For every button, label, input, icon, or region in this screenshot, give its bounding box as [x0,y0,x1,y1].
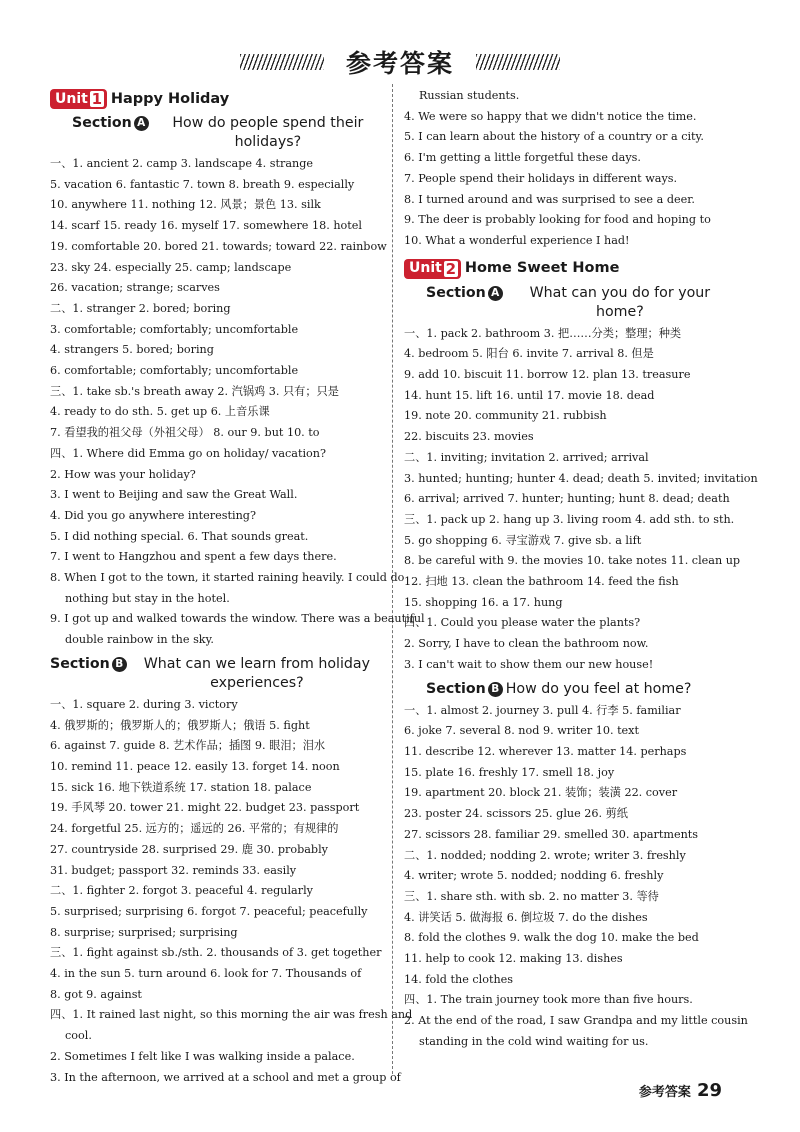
section-title: How do people spend their holidays? [172,115,364,150]
answer-line: 3. hunted; hunting; hunter 4. dead; death 5. invited; invitation [404,471,758,485]
answer-line: 2. Sorry, I have to clean the bathroom now. [404,637,649,651]
answer-line: 19. 手风琴 20. tower 21. might 22. budget 23. passport [50,801,360,815]
answer-line: 6. arrival; arrived 7. hunter; hunting; hunt 8. dead; death [404,492,730,506]
answer-line: 二、1. fighter 2. forgot 3. peaceful 4. regularly [50,884,313,898]
answer-line: 19. apartment 20. block 21. 装饰；装潢 22. cover [404,786,678,800]
answer-line: 4. in the sun 5. turn around 6. look for 7. Thousands of [50,967,362,981]
answer-line: 2. Sometimes I felt like I was walking inside a palace. [50,1049,355,1063]
answer-line: 8. fold the clothes 9. walk the dog 10. make the bed [404,931,699,945]
answer-line: 8. got 9. against [50,987,142,1001]
page-title: 参考答案 [345,49,454,78]
unit-1-section-a-answers [50,154,425,651]
answer-line: 4. Did you go anywhere interesting? [50,508,256,522]
answer-line: 6. I'm getting a little forgetful these days. [404,151,641,165]
answer-line: 14. fold the clothes [404,972,514,986]
unit-1-continued-answers [404,86,734,252]
answer-line: 6. comfortable; comfortably; uncomfortable [50,364,299,378]
answer-line: 7. People spend their holidays in different ways. [404,171,678,185]
header-hatch-right [476,54,560,70]
answer-line: 10. anywhere 11. nothing 12. 风景；景色 13. silk [50,198,321,212]
answer-line: double rainbow in the sky. [65,633,214,647]
answer-line: 3. I went to Beijing and saw the Great Wall. [50,488,298,502]
section-letter-icon: A [488,286,503,301]
answer-line: cool. [65,1029,92,1043]
answer-line: 一、1. square 2. during 3. victory [50,697,238,711]
answer-line: nothing but stay in the hotel. [65,591,230,605]
answer-line: 5. surprised; surprising 6. forgot 7. peaceful; peacefully [50,904,368,918]
answer-line: 15. plate 16. freshly 17. smell 18. joy [404,765,615,779]
answer-line: 31. budget; passport 32. reminds 33. easily [50,863,297,877]
answer-line: 4. bedroom 5. 阳台 6. invite 7. arrival 8. 但是 [404,347,654,361]
section-label: Section [72,115,132,131]
answer-line: 四、1. Where did Emma go on holiday/ vacation? [50,446,326,460]
answer-line: 19. comfortable 20. bored 21. towards; toward 22. rainbow [50,239,387,253]
answer-line: 一、1. almost 2. journey 3. pull 4. 行李 5. familiar [404,703,681,717]
answer-line: 一、1. pack 2. bathroom 3. 把……分类；整理；种类 [404,326,682,340]
answer-line: 2. How was your holiday? [50,467,196,481]
header-hatch-left [240,54,324,70]
answer-line: 26. vacation; strange; scarves [50,281,220,295]
answer-line: 3. I can't wait to show them our new house! [404,657,654,671]
answer-line: 10. remind 11. peace 12. easily 13. forget 14. noon [50,759,340,773]
answer-line: 一、1. ancient 2. camp 3. landscape 4. strange [50,157,314,170]
answer-line: 5. I can learn about the history of a country or a city. [404,130,704,144]
answer-line: 8. When I got to the town, it started raining heavily. I could do [50,571,405,585]
answer-line: 三、1. share sth. with sb. 2. no matter 3. 等待 [404,889,659,903]
section-title: How do you feel at home? [505,680,692,697]
answer-line: 四、1. Could you please water the plants? [404,616,641,630]
unit-1-section-b-answers [50,695,413,1088]
unit-1-heading [50,86,384,112]
answer-line: 10. What a wonderful experience I had! [404,233,630,247]
section-title: What can you do for your home? [529,284,711,320]
unit-title: Home Sweet Home [464,260,620,277]
section-letter-icon: B [488,682,503,697]
answer-line: 三、1. pack up 2. hang up 3. living room 4. add sth. to sth. [404,512,735,526]
section-letter-icon: A [134,116,149,131]
answer-line: 2. At the end of the road, I saw Grandpa and my little cousin [404,1014,748,1028]
unit-number: 1 [91,90,103,108]
answer-line: 11. describe 12. wherever 13. matter 14. perhaps [404,744,687,758]
answer-line: 19. note 20. community 21. rubbish [404,409,607,423]
answer-line: 8. surprise; surprised; surprising [50,925,238,939]
section-title: What can we learn from holiday experiences? [143,655,370,691]
unit-1-section-b-heading [50,655,384,693]
answer-line: standing in the cold wind waiting for us. [419,1034,649,1048]
answer-line: 三、1. fight against sb./sth. 2. thousands of 3. get together [50,946,382,960]
answer-line: 四、1. The train journey took more than five hours. [404,993,693,1007]
answer-line: 3. comfortable; comfortably; uncomfortable [50,322,299,336]
unit-2-section-a-answers [404,324,758,676]
answer-line: 8. I turned around and was surprised to see a deer. [404,192,695,206]
answer-line: 9. The deer is probably looking for food and hoping to [404,213,711,227]
answer-line: 4. We were so happy that we didn't notice the time. [404,109,697,123]
unit-1-section-a-heading [50,114,384,152]
answer-line: 23. poster 24. scissors 25. glue 26. 剪纸 [404,807,628,821]
answer-line: 二、1. stranger 2. bored; boring [50,301,231,315]
unit-2-section-a-heading [404,284,734,322]
answer-line: 二、1. nodded; nodding 2. wrote; writer 3. freshly [404,848,686,862]
unit-label: Unit [409,260,442,277]
unit-2-heading [404,256,734,282]
section-label: Section [50,655,110,672]
answer-line: 二、1. inviting; invitation 2. arrived; arrival [404,450,649,464]
answer-line: 6. against 7. guide 8. 艺术作品；插图 9. 眼泪；泪水 [50,739,326,753]
answer-line: 7. I went to Hangzhou and spent a few days there. [50,550,337,564]
unit-badge [404,259,461,279]
answer-line: 三、1. take sb.'s breath away 2. 汽锅鸡 3. 只有；只是 [50,384,339,398]
unit-2-section-b-answers [404,701,748,1053]
answer-line: 四、1. It rained last night, so this morning the air was fresh and [50,1008,413,1022]
unit-badge [50,89,107,109]
unit-2-section-b-heading [404,680,734,699]
answer-line: 11. help to cook 12. making 13. dishes [404,952,623,966]
answer-line: 23. sky 24. especially 25. camp; landscape [50,260,292,274]
section-label: Section [426,680,486,697]
answer-line: 4. 讲笑话 5. 做海报 6. 倒垃圾 7. do the dishes [404,910,648,924]
unit-label: Unit [55,90,88,107]
answer-line: 4. 俄罗斯的；俄罗斯人的；俄罗斯人；俄语 5. fight [50,718,310,732]
answer-line: 12. 扫地 13. clean the bathroom 14. feed the fish [404,575,679,589]
answer-line: 7. 看望我的祖父母（外祖父母） 8. our 9. but 10. to [50,426,320,440]
answer-line: 22. biscuits 23. movies [404,430,534,444]
right-column [404,86,758,1053]
answer-line: 24. forgetful 25. 远方的；遥远的 26. 平常的；有规律的 [50,822,339,836]
left-column [50,86,425,1088]
answer-line: 27. scissors 28. familiar 29. smelled 30. apartments [404,827,699,841]
answer-line: 27. countryside 28. surprised 29. 鹿 30. probably [50,842,328,856]
answer-line: 5. I did nothing special. 6. That sounds great. [50,529,309,543]
footer-label: 参考答案 [638,1085,691,1100]
section-label: Section [426,284,486,301]
answer-line: 9. I got up and walked towards the window. There was a beautiful [50,612,425,626]
section-letter-icon: B [112,657,127,672]
answer-line: 5. vacation 6. fantastic 7. town 8. breath 9. especially [50,177,355,191]
answer-line: 9. add 10. biscuit 11. borrow 12. plan 13. treasure [404,368,691,382]
unit-title: Happy Holiday [110,90,230,107]
answer-line: 3. In the afternoon, we arrived at a school and met a group of [50,1070,401,1084]
answer-line: 4. ready to do sth. 5. get up 6. 上音乐课 [50,405,270,419]
answer-line: 15. sick 16. 地下铁道系统 17. station 18. palace [50,780,312,794]
page-header [0,44,800,80]
answer-line: 8. be careful with 9. the movies 10. take notes 11. clean up [404,554,741,568]
answer-line: 14. hunt 15. lift 16. until 17. movie 18. dead [404,388,655,402]
answer-line: 15. shopping 16. a 17. hung [404,595,563,609]
answer-line: 4. writer; wrote 5. nodded; nodding 6. freshly [404,869,664,883]
answer-line: 5. go shopping 6. 寻宝游戏 7. give sb. a lift [404,533,642,547]
answer-line: 14. scarf 15. ready 16. myself 17. somewhere 18. hotel [50,219,362,233]
answer-line: 6. joke 7. several 8. nod 9. writer 10. text [404,724,639,738]
unit-number: 2 [445,259,457,278]
page-footer [639,1080,722,1101]
answer-line: 4. strangers 5. bored; boring [50,343,214,357]
answer-line: Russian students. [419,89,520,102]
page-number: 29 [696,1080,722,1101]
